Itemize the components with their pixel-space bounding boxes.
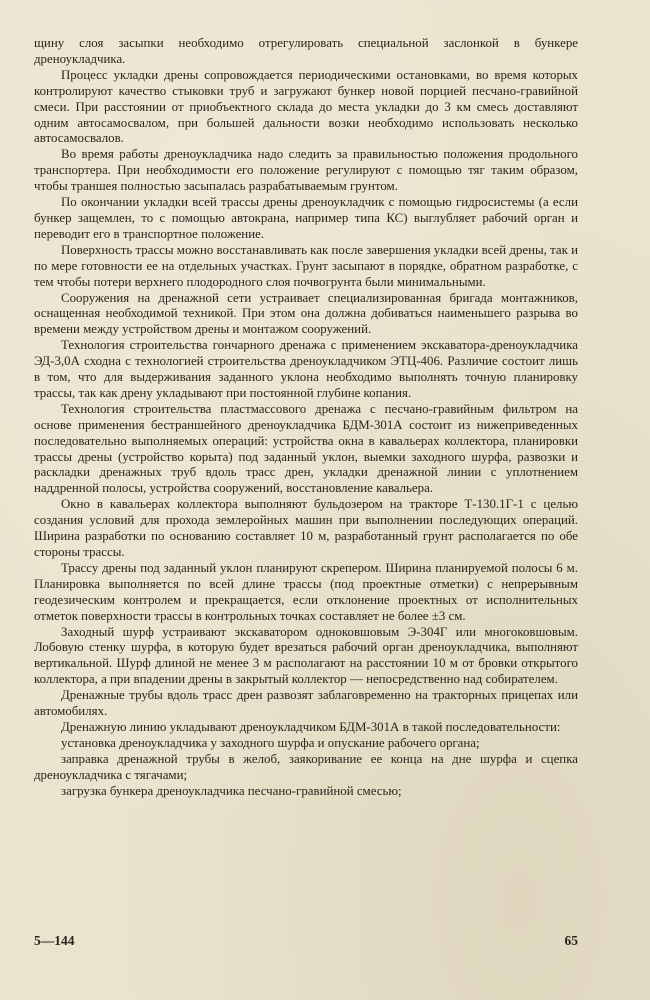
page-footer [34,933,578,949]
list-item: установка дреноукладчика у заходного шурфа и опускание рабочего органа; [61,735,480,750]
paragraph: Поверхность трассы можно восстанавливать как после завершения укладки всей дрены, так и по мере готовности ее на отдельных участках. Грунт засыпают в порядке, обратном разработке, с тем чтобы потери верхнего плодородного слоя почвогрунта были минимальными. [34,242,578,289]
page-number: 65 [564,933,578,948]
paragraph: Сооружения на дренажной сети устраивает специализированная бригада монтажников, оснащенная необходимой техникой. При этом она должна добиваться наименьшего разрыва во времени между устройством дрены и монтажом сооружений. [34,290,578,337]
paragraph: По окончании укладки всей трассы дрены дреноукладчик с помощью гидросистемы (а если бункер защемлен, то с помощью автокрана, например типа КС) выглубляет рабочий орган и переводит его в транспортное положение. [34,195,578,241]
printer-signature: 5—144 [34,933,75,948]
paragraph: Технология строительства пластмассового дренажа с песчано-гравийным фильтром на основе применения бестраншейного дреноукладчика БДМ-301А состоит из нижеприведенных последовательно выполняемых операций: устройства окна в кавальерах коллектора, планировки трассы дрены (устройство корыта) под заданный уклон, выемки заходного шурфа, развозки и раскладки дренажных труб вдоль трасс дрен, укладки дренажной линии с уплотнением наддренной полосы, устройства сооружений, восстановление кавальера. [34,401,578,496]
body-text [34,36,578,800]
list-item: заправка дренажной трубы в желоб, заякоривание ее конца на дне шурфа и сцепка дреноукладчика с тягачами; [34,751,578,782]
paragraph: Трассу дрены под заданный уклон планируют скрепером. Ширина планируемой полосы 6 м. Планировка выполняется по всей длине трассы (под проектные отметки) с непрерывным геодезическим контролем и прекращается, если отклонение проектных от исполнительных отметок поверхности трассы в контрольных точках составляет не более ±3 см. [34,560,578,623]
paragraph-continued: щину слоя засыпки необходимо отрегулировать специальной заслонкой в бункере дреноукладчика. [34,36,578,66]
list-item: загрузка бункера дреноукладчика песчано-гравийной смесью; [61,783,402,798]
paragraph: Процесс укладки дрены сопровождается периодическими остановками, во время которых контролируют качество стыковки труб и загружают бункер новой порцией песчано-гравийной смеси. При расстоянии от приобъектного склада до места укладки до 3 км смесь доставляют одним автосамосвалом, при большей дальности возки необходимо использовать несколько автосамосвалов. [34,67,578,146]
paragraph: Окно в кавальерах коллектора выполняют бульдозером на тракторе Т-130.1Г-1 с целью создания условий для прохода землеройных машин при выполнении последующих операций. Ширина разработки по основанию составляет 10 м, разработанный грунт располагается по обе стороны трассы. [34,497,578,559]
paragraph: Заходный шурф устраивают экскаватором одноковшовым Э-304Г или многоковшовым. Лобовую стенку шурфа, в которую будет врезаться рабочий орган дреноукладчика, выполняют вертикальной. Шурф длиной не менее 3 м располагают на расстоянии 10 м от бровки открытого коллектора, а при впадении дрены в закрытый коллектор — непосредственно над собирателем. [34,624,578,687]
paragraph: Во время работы дреноукладчика надо следить за правильностью положения продольного транспортера. При необходимости его положение регулируют с помощью тяг таким образом, чтобы траншея полностью засыпалась разрабатываемым грунтом. [34,147,578,194]
paragraph: Дренажную линию укладывают дреноукладчиком БДМ-301А в такой последовательности: [61,719,561,734]
paragraph: Дренажные трубы вдоль трасс дрен развозят заблаговременно на тракторных прицепах или автомобилях. [34,688,578,719]
paragraph: Технология строительства гончарного дренажа с применением экскаватора-дреноукладчика ЭД-3,0А сходна с технологией строительства дреноукладчиком ЭТЦ-406. Различие состоит лишь в том, что для выдерживания заданного уклона необходимо выполнять точную планировку трассы, так как дрену укладывают при постоянной глубине копания. [34,338,578,400]
